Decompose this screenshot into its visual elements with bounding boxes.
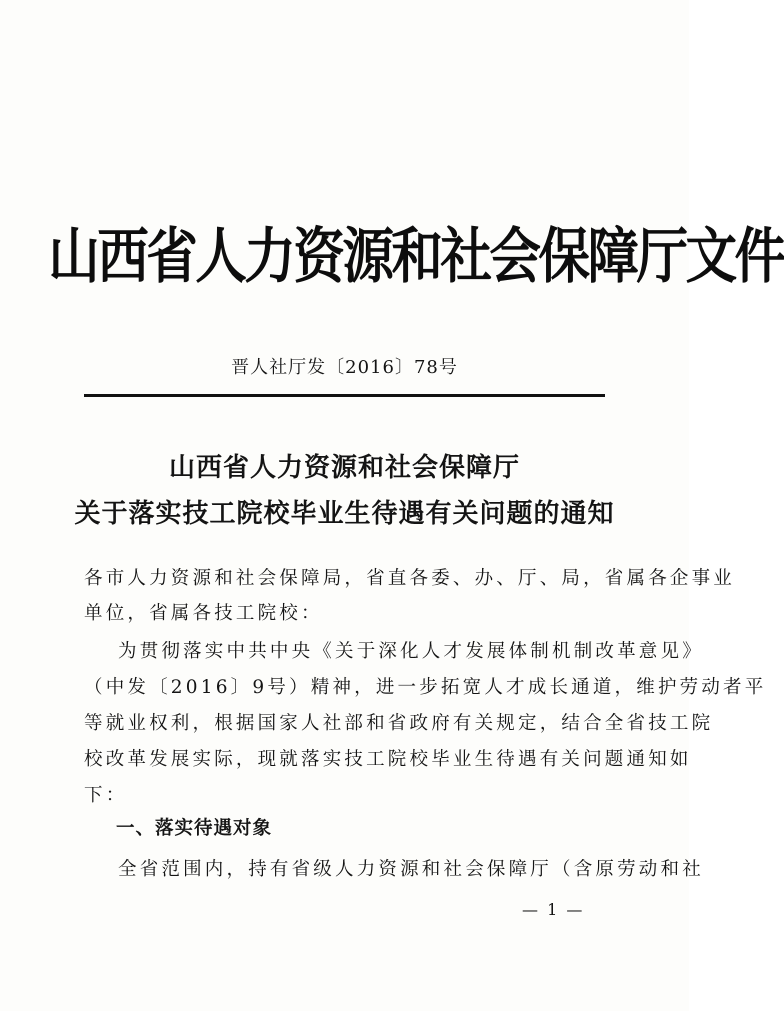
paragraph-line: 为贯彻落实中共中央《关于深化人才发展体制机制改革意见》 <box>118 641 704 662</box>
page-number: — 1 — <box>522 900 585 919</box>
paragraph-line: 校改革发展实际，现就落实技工院校毕业生待遇有关问题通知如 <box>84 749 692 770</box>
document-number: 晋人社厅发〔2016〕78号 <box>231 357 458 378</box>
section-heading: 一、落实待遇对象 <box>116 818 273 839</box>
notice-title-line1: 山西省人力资源和社会保障厅 <box>168 453 520 483</box>
paragraph-line: （中发〔2016〕9号）精神，进一步拓宽人才成长通道，维护劳动者平 <box>84 677 767 698</box>
notice-title-line2: 关于落实技工院校毕业生待遇有关问题的通知 <box>74 499 615 529</box>
paragraph-line: 全省范围内，持有省级人力资源和社会保障厅（含原劳动和社 <box>118 859 704 880</box>
addressee-line1: 各市人力资源和社会保障局，省直各委、办、厅、局，省属各企事业 <box>84 568 736 589</box>
addressee-line2: 单位，省属各技工院校： <box>84 603 323 624</box>
paragraph-line: 等就业权利，根据国家人社部和省政府有关规定，结合全省技工院 <box>84 713 714 734</box>
header-separator-line <box>84 394 605 397</box>
document-header-title: 山西省人力资源和社会保障厅文件 <box>48 222 784 292</box>
paragraph-line: 下： <box>84 785 128 806</box>
